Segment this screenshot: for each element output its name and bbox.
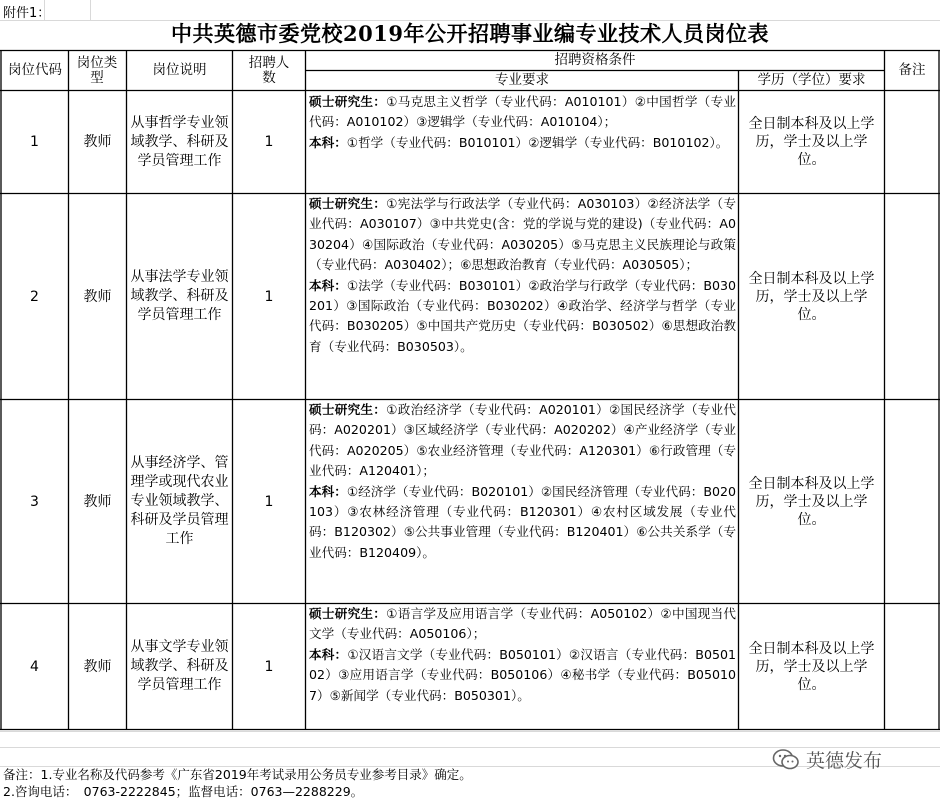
row-major-requirement	[306, 194, 738, 357]
header-conditions: 招聘资格条件	[554, 52, 636, 68]
row-code: 1	[30, 134, 39, 150]
bachelor-label: 本科：	[309, 646, 348, 662]
row-education: 全日制本科及以上学历，学士及以上学位。	[748, 270, 875, 323]
master-label: 硕士研究生：	[309, 402, 387, 417]
row-count: 1	[264, 288, 274, 305]
row-type: 教师	[83, 134, 112, 150]
row-major-requirement	[306, 92, 738, 153]
note-line-2: 2.咨询电话： 0763-2222845；监督电话：0763—2288229。	[3, 784, 364, 799]
header-remark: 备注	[898, 62, 926, 78]
bachelor-label: 本科：	[309, 483, 347, 499]
bachelor-majors: ①经济学（专业代码：B020101）②国民经济管理（专业代码：B020103）③农林经济管理（专业代码：B120301）④农村区域发展（专业代码：B120302）⑤公共事业管理（专业代码：B120401）⑥公共关系学（专业代码：B120409）。	[309, 483, 737, 560]
row-description: 从事法学专业领域教学、科研及学员管理工作	[130, 269, 229, 323]
row-code: 3	[30, 493, 39, 510]
master-label: 硕士研究生：	[309, 606, 387, 621]
row-major-requirement	[306, 400, 738, 563]
watermark	[772, 746, 882, 773]
master-majors: ①语言学及应用语言学（专业代码：A050102）②中国现当代文学（专业代码：A050106）；	[309, 606, 736, 642]
row-type: 教师	[83, 658, 112, 675]
header-recruit-count: 招聘人数	[248, 54, 290, 86]
master-label: 硕士研究生：	[309, 94, 387, 109]
row-type: 教师	[83, 493, 112, 510]
master-majors: ①政治经济学（专业代码：A020101）②国民经济学（专业代码：A020201）③区域经济学（专业代码：A020202）④产业经济学（专业代码：A020205）⑤农业经济管理（专业代码：A120301）⑥行政管理（专业代码：A120401）；	[309, 402, 736, 479]
master-majors: ①宪法学与行政法学（专业代码：A030103）②经济法学（专业代码：A030107）③中共党史(含：党的学说与党的建设)（专业代码：A030204）④国际政治（专业代码：A030205）⑤马克思主义民族理论与政策（专业代码：A030402）；⑥思想政治教育（专业代码：A030505）；	[309, 196, 736, 273]
note-line-1: 备注：1.专业名称及代码参考《广东省2019年考试录用公务员专业参考目录》确定。	[3, 767, 472, 782]
header-position-desc: 岗位说明	[152, 62, 207, 78]
row-count: 1	[264, 493, 274, 510]
wechat-icon	[772, 748, 800, 772]
row-count: 1	[264, 658, 274, 675]
row-count: 1	[264, 134, 274, 150]
header-position-code: 岗位代码	[8, 62, 62, 78]
attachment-label: 附件1：	[3, 6, 51, 21]
row-education: 全日制本科及以上学历，学士及以上学位。	[748, 475, 875, 528]
row-code: 2	[30, 288, 39, 305]
row-description: 从事哲学专业领域教学、科研及学员管理工作	[130, 114, 229, 169]
row-code: 4	[30, 658, 39, 675]
watermark-text: 英德发布	[806, 750, 883, 772]
page-title: 中共英德市委党校2019年公开招聘事业编专业技术人员岗位表	[171, 21, 769, 46]
bachelor-label: 本科：	[309, 134, 347, 150]
row-description: 从事文学专业领域教学、科研及学员管理工作	[130, 639, 229, 693]
bachelor-majors: ①哲学（专业代码：B010101）②逻辑学（专业代码：B010102）。	[346, 134, 729, 150]
row-major-requirement	[306, 604, 738, 706]
header-education: 学历（学位）要求	[757, 72, 866, 88]
row-education: 全日制本科及以上学历，学士及以上学位。	[748, 640, 875, 693]
master-majors: ①马克思主义哲学（专业代码：A010101）②中国哲学（专业代码：A010102）③逻辑学（专业代码：A010104）；	[309, 94, 736, 130]
row-type: 教师	[83, 288, 112, 305]
bachelor-majors: ①法学（专业代码：B030101）②政治学与行政学（专业代码：B030201）③国际政治（专业代码：B030202）④政治学、经济学与哲学（专业代码：B030205）⑤中国共产党历史（专业代码：B030502）⑥思想政治教育（专业代码：B030503）。	[309, 277, 737, 354]
row-description: 从事经济学、管理学或现代农业专业领域教学、科研及学员管理工作	[130, 455, 229, 547]
header-major: 专业要求	[495, 72, 549, 88]
master-label: 硕士研究生：	[309, 196, 387, 211]
bachelor-majors: ①汉语言文学（专业代码：B050101）②汉语言（专业代码：B050102）③应用语言学（专业代码：B050106）④秘书学（专业代码：B050107）⑤新闻学（专业代码：B050301）。	[309, 646, 736, 703]
header-position-type: 岗位类型	[76, 54, 118, 86]
row-education: 全日制本科及以上学历，学士及以上学位。	[748, 116, 875, 168]
bachelor-label: 本科：	[309, 277, 347, 293]
